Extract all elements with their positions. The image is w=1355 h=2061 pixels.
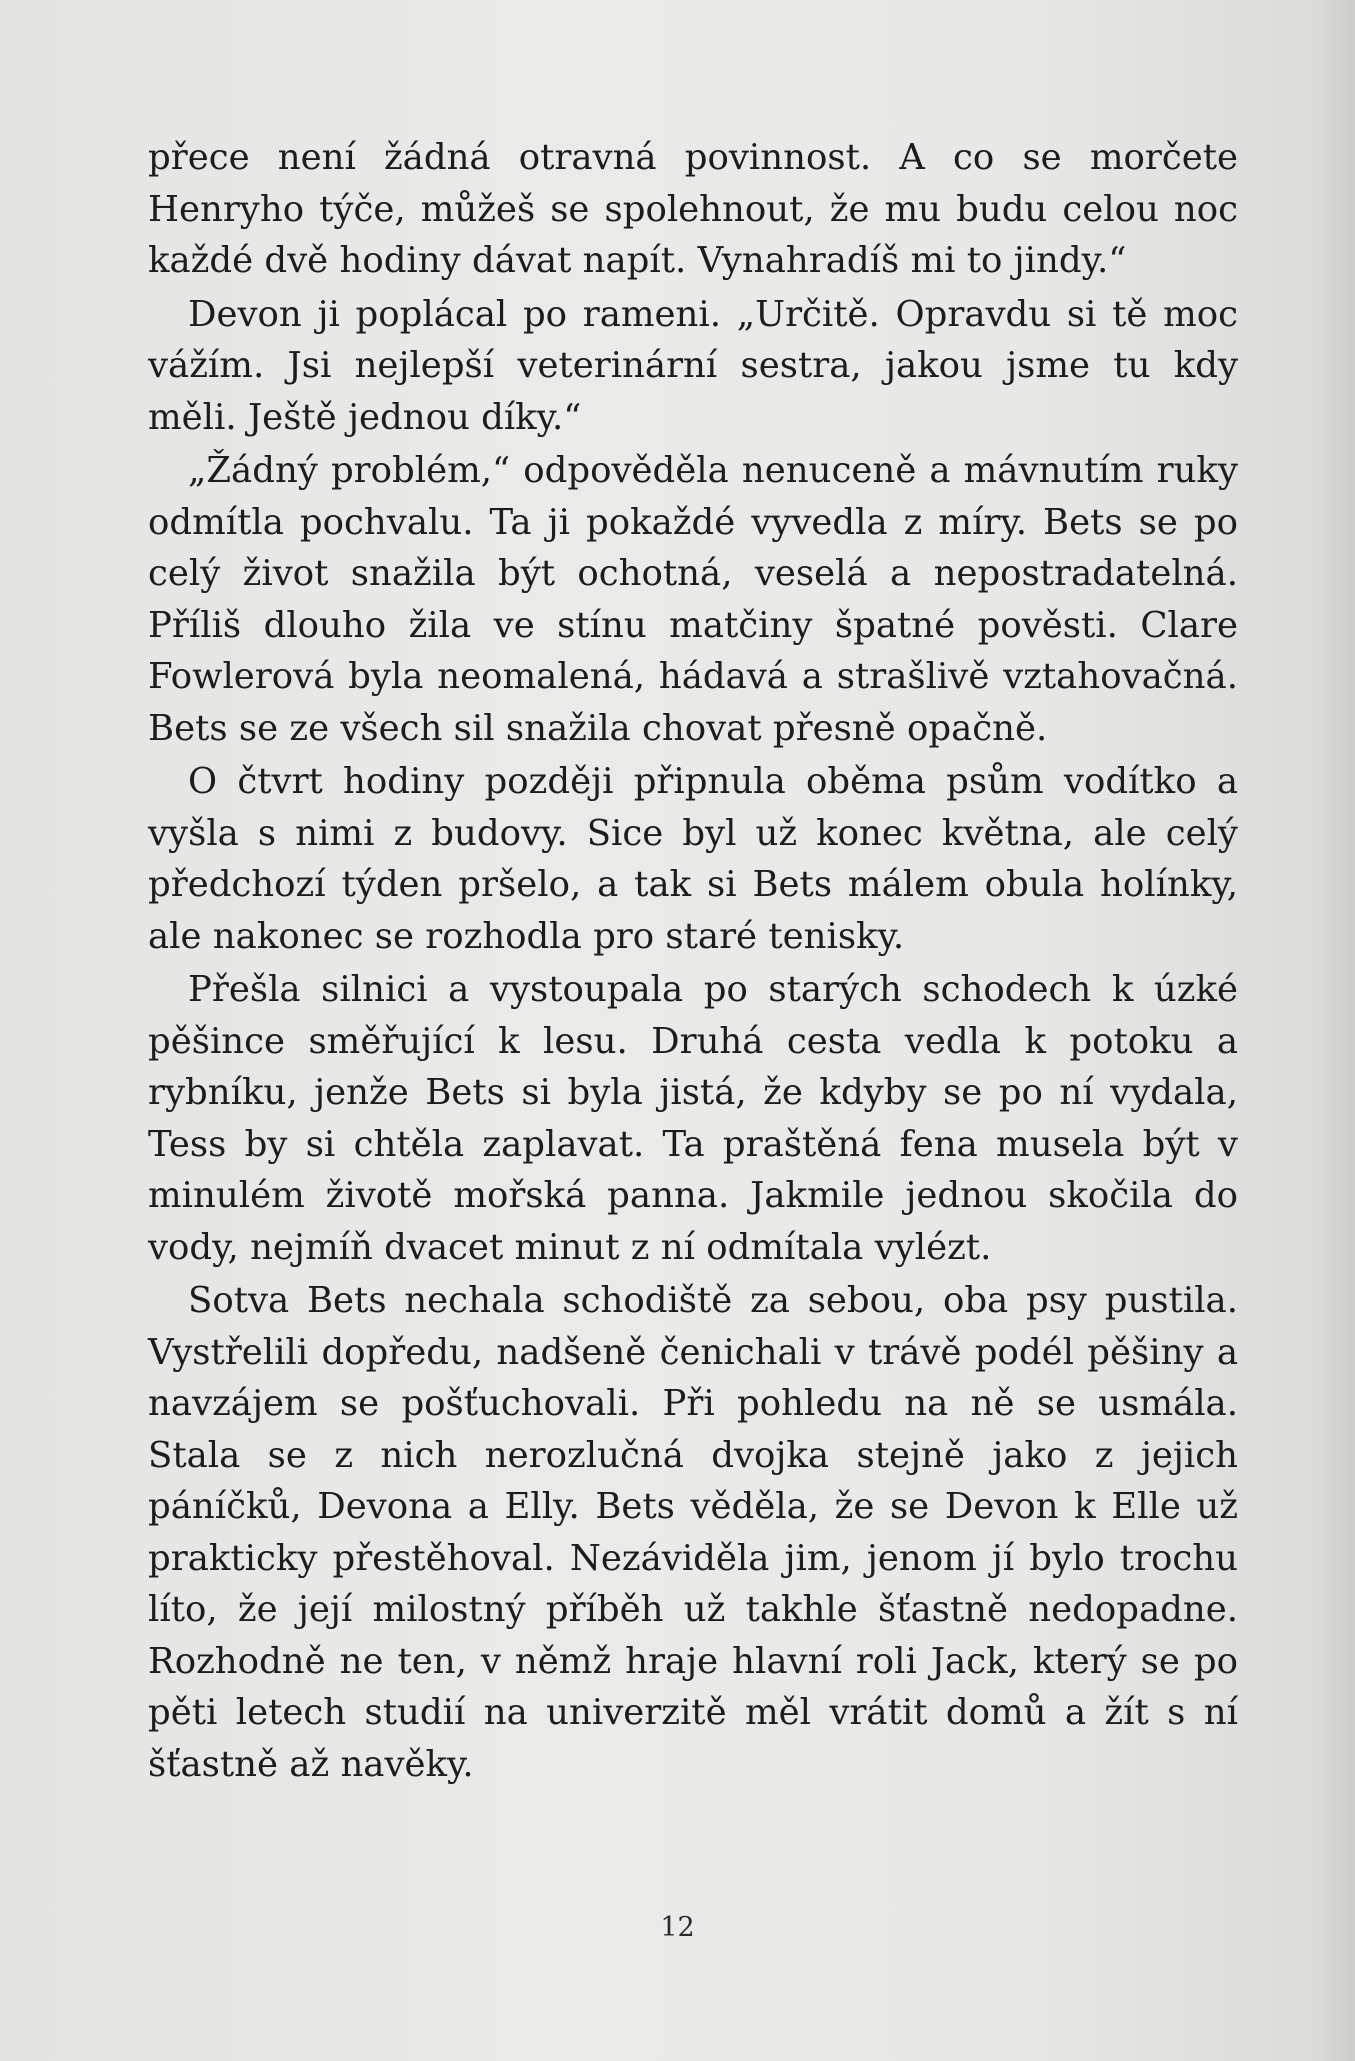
page-number: 12 bbox=[660, 1912, 695, 1943]
paragraph-2: Devon ji poplácal po rameni. „Určitě. Opravdu si tě moc vážím. Jsi nejlepší veterinární sestra, jakou jsme tu kdy měli. Ještě jednou díky.“ bbox=[148, 293, 1238, 438]
paragraph-3: „Žádný problém,“ odpověděla nenuceně a mávnutím ruky odmítla pochvalu. Ta ji pokaždé vyvedla z míry. Bets se po celý život snažila být ochotná, veselá a nepostradatelná. Příliš dlouho žila ve stínu matčiny špatné pověsti. Clare Fowlerová byla neomalená, hádavá a strašlivě vztahovačná. Bets se ze všech sil snažila chovat přesně opačně. bbox=[148, 450, 1238, 749]
paragraph-5: Přešla silnici a vystoupala po starých schodech k úzké pěšince směřující k lesu. Druhá cesta vedla k potoku a rybníku, jenže Bets si byla jistá, že kdyby se po ní vydala, Tess by si chtěla zaplavat. Ta praštěná fena musela být v minulém životě mořská panna. Jakmile jednou skočila do vody, nejmíň dvacet minut z ní odmítala vylézt. bbox=[148, 969, 1238, 1268]
paragraph-1: přece není žádná otravná povinnost. A co se morčete Henryho týče, můžeš se spolehnout, že mu budu celou noc každé dvě hodiny dávat napít. Vynahradíš mi to jindy.“ bbox=[148, 137, 1238, 281]
paragraph-6: Sotva Bets nechala schodiště za sebou, oba psy pustila. Vystřelili dopředu, nadšeně čenichali v trávě podél pěšiny a navzájem se pošťuchovali. Při pohledu na ně se usmála. Stala se z nich nerozlučná dvojka stejně jako z jejich páníčků, Devona a Elly. Bets věděla, že se Devon k Elle už prakticky přestěhoval. Nezáviděla jim, jenom jí bylo trochu líto, že její milostný příběh už takhle šťastně nedopadne. Rozhodně ne ten, v němž hraje hlavní roli Jack, který se po pěti letech studií na univerzitě měl vrátit domů a žít s ní šťastně až navěky. bbox=[148, 1280, 1238, 1785]
paragraph-4: O čtvrt hodiny později připnula oběma psům vodítko a vyšla s nimi z budovy. Sice byl už konec května, ale celý předchozí týden pršelo, a tak si Bets málem obula holínky, ale nakonec se rozhodla pro staré tenisky. bbox=[148, 761, 1238, 957]
body-text bbox=[148, 132, 1238, 1792]
